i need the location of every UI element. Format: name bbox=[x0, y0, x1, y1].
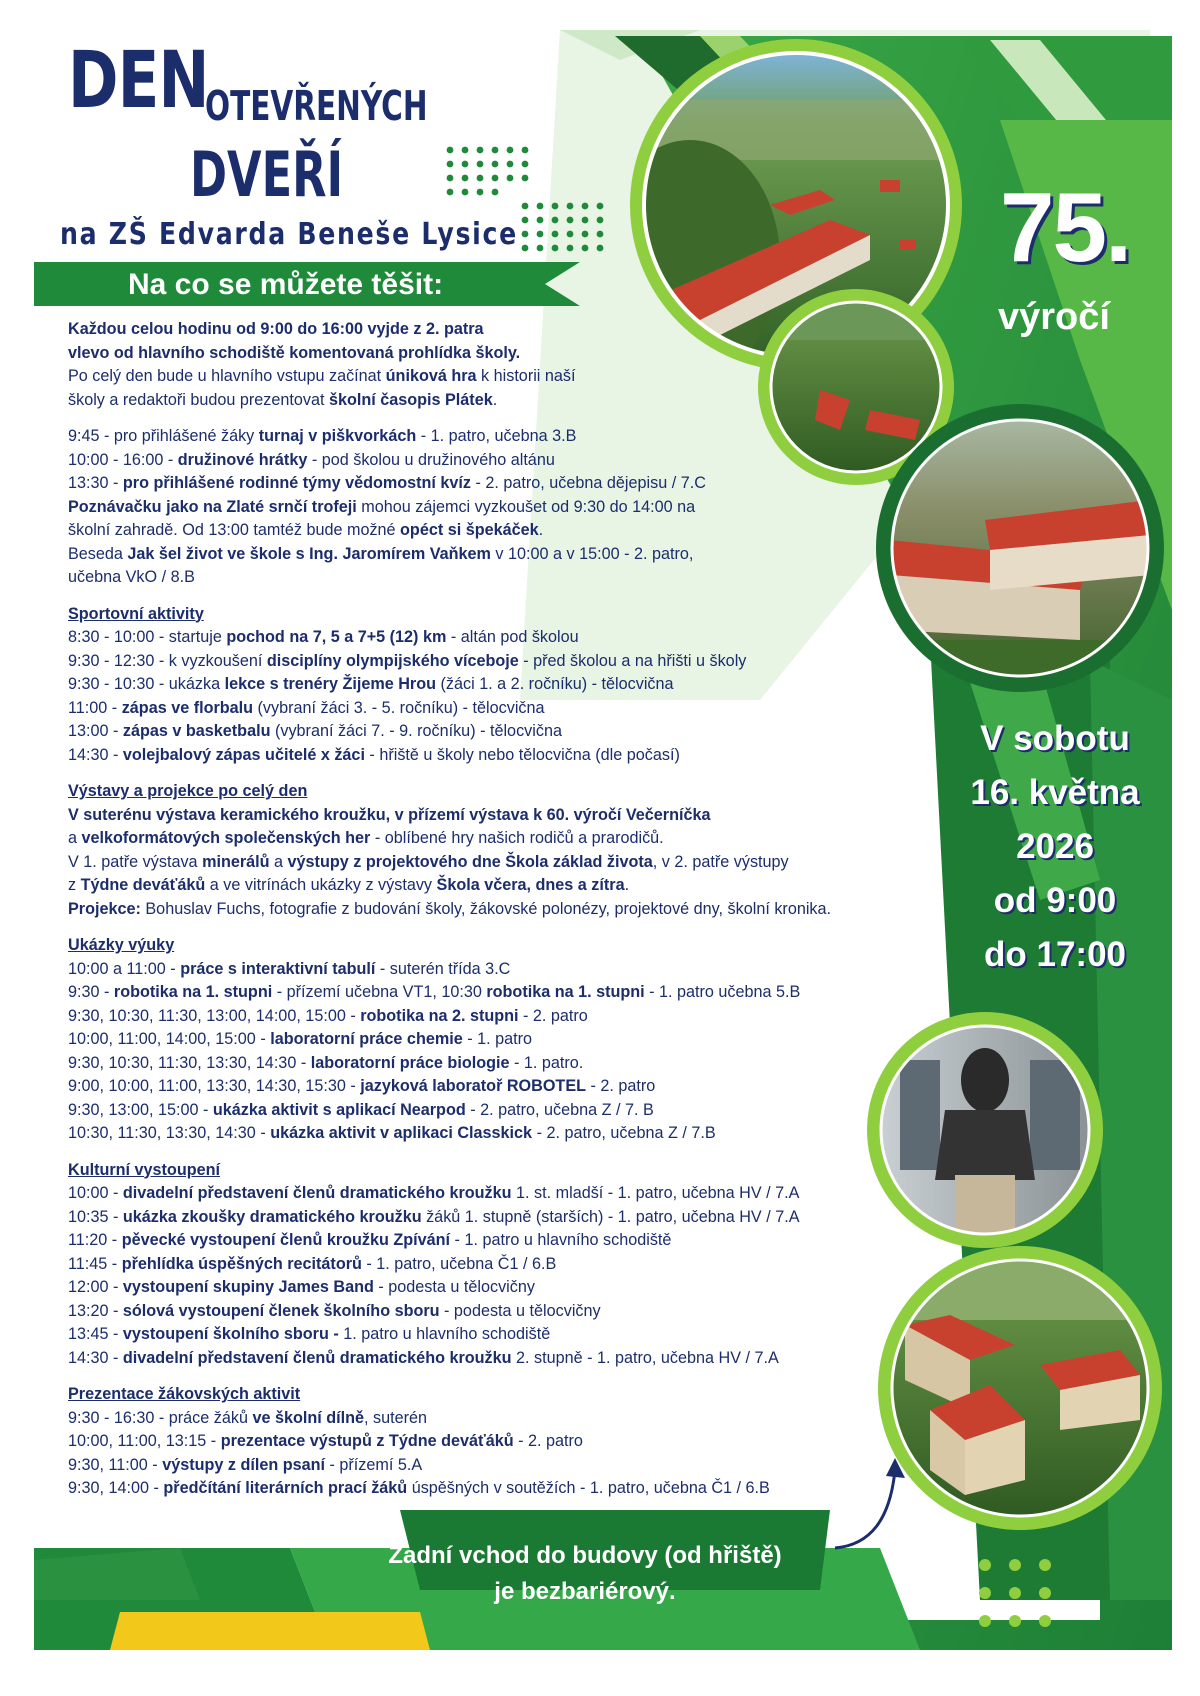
program-line: 10:35 - ukázka zkoušky dramatického kroužku žáků 1. stupně (starších) - 1. patro, učebna HV / 7.A bbox=[68, 1207, 800, 1226]
program-line: školní zahradě. Od 13:00 tamtéž bude možné opéct si špekáček. bbox=[68, 521, 544, 539]
accessibility-line: Zadní vchod do budovy (od hřiště) bbox=[388, 1542, 782, 1569]
program-line: 10:30, 11:30, 13:30, 14:30 - ukázka aktivit v aplikaci Classkick - 2. patro, učebna Z / 7.B bbox=[68, 1124, 716, 1142]
accessibility-note bbox=[330, 1538, 840, 1610]
section-heading: Výstavy a projekce po celý den bbox=[68, 782, 308, 800]
event-date bbox=[940, 712, 1170, 982]
program-line: 13:45 - vystoupení školního sboru - 1. patro u hlavního schodiště bbox=[68, 1325, 551, 1343]
general-program bbox=[68, 425, 928, 590]
program-line: 9:30, 11:00 - výstupy z dílen psaní - přízemí 5.A bbox=[68, 1455, 423, 1474]
program-line: 14:30 - volejbalový zápas učitelé x žáci - hřiště u školy nebo tělocvična (dle počasí) bbox=[68, 745, 680, 764]
program-line: 13:20 - sólová vystoupení členek školního sboru - podesta u tělocvičny bbox=[68, 1301, 601, 1320]
program-line: 13:00 - zápas v basketbalu (vybraní žáci 7. - 9. ročníku) - tělocvična bbox=[68, 722, 562, 740]
program-line: a velkoformátových společenských her - oblíbené hry našich rodičů a prarodičů. bbox=[68, 829, 664, 847]
program-line: 12:00 - vystoupení skupiny James Band - podesta u tělocvičny bbox=[68, 1278, 535, 1296]
date-line: 16. května bbox=[970, 773, 1140, 812]
date-line: od 9:00 bbox=[993, 881, 1117, 920]
ribbon-heading: Na co se můžete těšit: bbox=[128, 268, 444, 301]
accessibility-line: je bezbariérový. bbox=[494, 1578, 676, 1605]
program-line: Beseda Jak šel život ve škole s Ing. Jaromírem Vaňkem v 10:00 a v 15:00 - 2. patro, bbox=[68, 544, 694, 563]
program-line: 10:00 - 16:00 - družinové hrátky - pod školou u družinového altánu bbox=[68, 450, 555, 469]
anniversary-number: 75. bbox=[1000, 172, 1131, 282]
program-line: 9:45 - pro přihlášené žáky turnaj v piškvorkách - 1. patro, učebna 3.B bbox=[68, 427, 577, 445]
program-line: 13:30 - pro přihlášené rodinné týmy vědomostní kvíz - 2. patro, učebna dějepisu / 7.C bbox=[68, 474, 706, 492]
program-line: 9:30, 13:00, 15:00 - ukázka aktivit s aplikací Nearpod - 2. patro, učebna Z / 7. B bbox=[68, 1100, 654, 1119]
section-heading: Kulturní vystoupení bbox=[68, 1160, 220, 1179]
section-heading: Prezentace žákovských aktivit bbox=[68, 1385, 301, 1403]
date-line: 2026 bbox=[1016, 827, 1094, 866]
date-line: V sobotu bbox=[980, 719, 1130, 758]
program-line: 8:30 - 10:00 - startuje pochod na 7, 5 a 7+5 (12) km - altán pod školou bbox=[68, 628, 579, 646]
date-line: do 17:00 bbox=[984, 935, 1126, 974]
program-line: Projekce: Bohuslav Fuchs, fotografie z budování školy, žákovské polonézy, projektové dny, školní kronika. bbox=[68, 899, 832, 918]
intro-line: školy a redaktoři budou prezentovat školní časopis Plátek. bbox=[68, 390, 498, 409]
program-line: V 1. patře výstava minerálů a výstupy z projektového dne Škola základ života, v 2. patře výstupy bbox=[68, 852, 789, 871]
program-line: V suterénu výstava keramického kroužku, v přízemí výstava k 60. výročí Večerníčka bbox=[68, 805, 711, 824]
intro-line: Každou celou hodinu od 9:00 do 16:00 vyjde z 2. patra bbox=[68, 320, 484, 338]
program-line: 9:00, 10:00, 11:00, 13:30, 14:30, 15:30 - jazyková laboratoř ROBOTEL - 2. patro bbox=[68, 1077, 656, 1095]
program-line: 14:30 - divadelní představení členů dramatického kroužku 2. stupně - 1. patro, učebna HV / 7.A bbox=[68, 1348, 779, 1367]
section-heading: Ukázky výuky bbox=[68, 936, 175, 954]
program-line: 9:30 - 16:30 - práce žáků ve školní dílně, suterén bbox=[68, 1408, 428, 1427]
program-line: 9:30, 14:00 - předčítání literárních prací žáků úspěšných v soutěžích - 1. patro, učebna Č1 / 6.B bbox=[68, 1479, 770, 1497]
program-line: 11:00 - zápas ve florbalu (vybraní žáci 3. - 5. ročníku) - tělocvična bbox=[68, 698, 545, 717]
program-sections bbox=[68, 603, 928, 1501]
program-line: 9:30 - 12:30 - k vyzkoušení disciplíny olympijského víceboje - před školou a na hřišti u školy bbox=[68, 651, 747, 670]
program-line: 9:30, 10:30, 11:30, 13:00, 14:00, 15:00 - robotika na 2. stupni - 2. patro bbox=[68, 1006, 588, 1025]
title-dveri: DVEŘÍ bbox=[190, 138, 344, 211]
program-line: 10:00, 11:00, 13:15 - prezentace výstupů z Týdne deváťáků - 2. patro bbox=[68, 1432, 583, 1450]
section-heading: Sportovní aktivity bbox=[68, 604, 204, 623]
program-text bbox=[68, 318, 928, 1501]
program-line: 10:00 a 11:00 - práce s interaktivní tabulí - suterén třída 3.C bbox=[68, 959, 511, 978]
program-line: 11:20 - pěvecké vystoupení členů kroužku Zpívání - 1. patro u hlavního schodiště bbox=[68, 1231, 672, 1249]
intro-line: vlevo od hlavního schodiště komentovaná prohlídka školy. bbox=[68, 343, 521, 362]
program-line: 9:30 - robotika na 1. stupni - přízemí učebna VT1, 10:30 robotika na 1. stupni - 1. patro učebna 5.B bbox=[68, 983, 801, 1001]
program-line: 9:30, 10:30, 11:30, 13:30, 14:30 - laboratorní práce biologie - 1. patro. bbox=[68, 1053, 584, 1072]
intro-line: Po celý den bude u hlavního vstupu začínat úniková hra k historii naší bbox=[68, 367, 576, 385]
title-den: DEN bbox=[68, 36, 209, 126]
program-line: Poznávačku jako na Zlaté srnčí trofeji mohou zájemci vyzkoušet od 9:30 do 14:00 na bbox=[68, 497, 696, 516]
program-line: z Týdne deváťáků a ve vitrínách ukázky z výstavy Škola včera, dnes a zítra. bbox=[68, 876, 630, 894]
anniversary-label: výročí bbox=[998, 296, 1110, 338]
program-line: 11:45 - přehlídka úspěšných recitátorů - 1. patro, učebna Č1 / 6.B bbox=[68, 1254, 557, 1273]
program-line: učebna VkO / 8.B bbox=[68, 568, 195, 586]
program-line: 9:30 - 10:30 - ukázka lekce s trenéry Žijeme Hrou (žáci 1. a 2. ročníku) - tělocvična bbox=[68, 675, 674, 693]
title-school: na ZŠ Edvarda Beneše Lysice bbox=[60, 217, 518, 252]
title-otevrenych: OTEVŘENÝCH bbox=[205, 82, 428, 130]
program-line: 10:00 - divadelní představení členů dramatického kroužku 1. st. mladší - 1. patro, učebna HV / 7.A bbox=[68, 1184, 800, 1202]
program-line: 10:00, 11:00, 14:00, 15:00 - laboratorní práce chemie - 1. patro bbox=[68, 1030, 533, 1048]
